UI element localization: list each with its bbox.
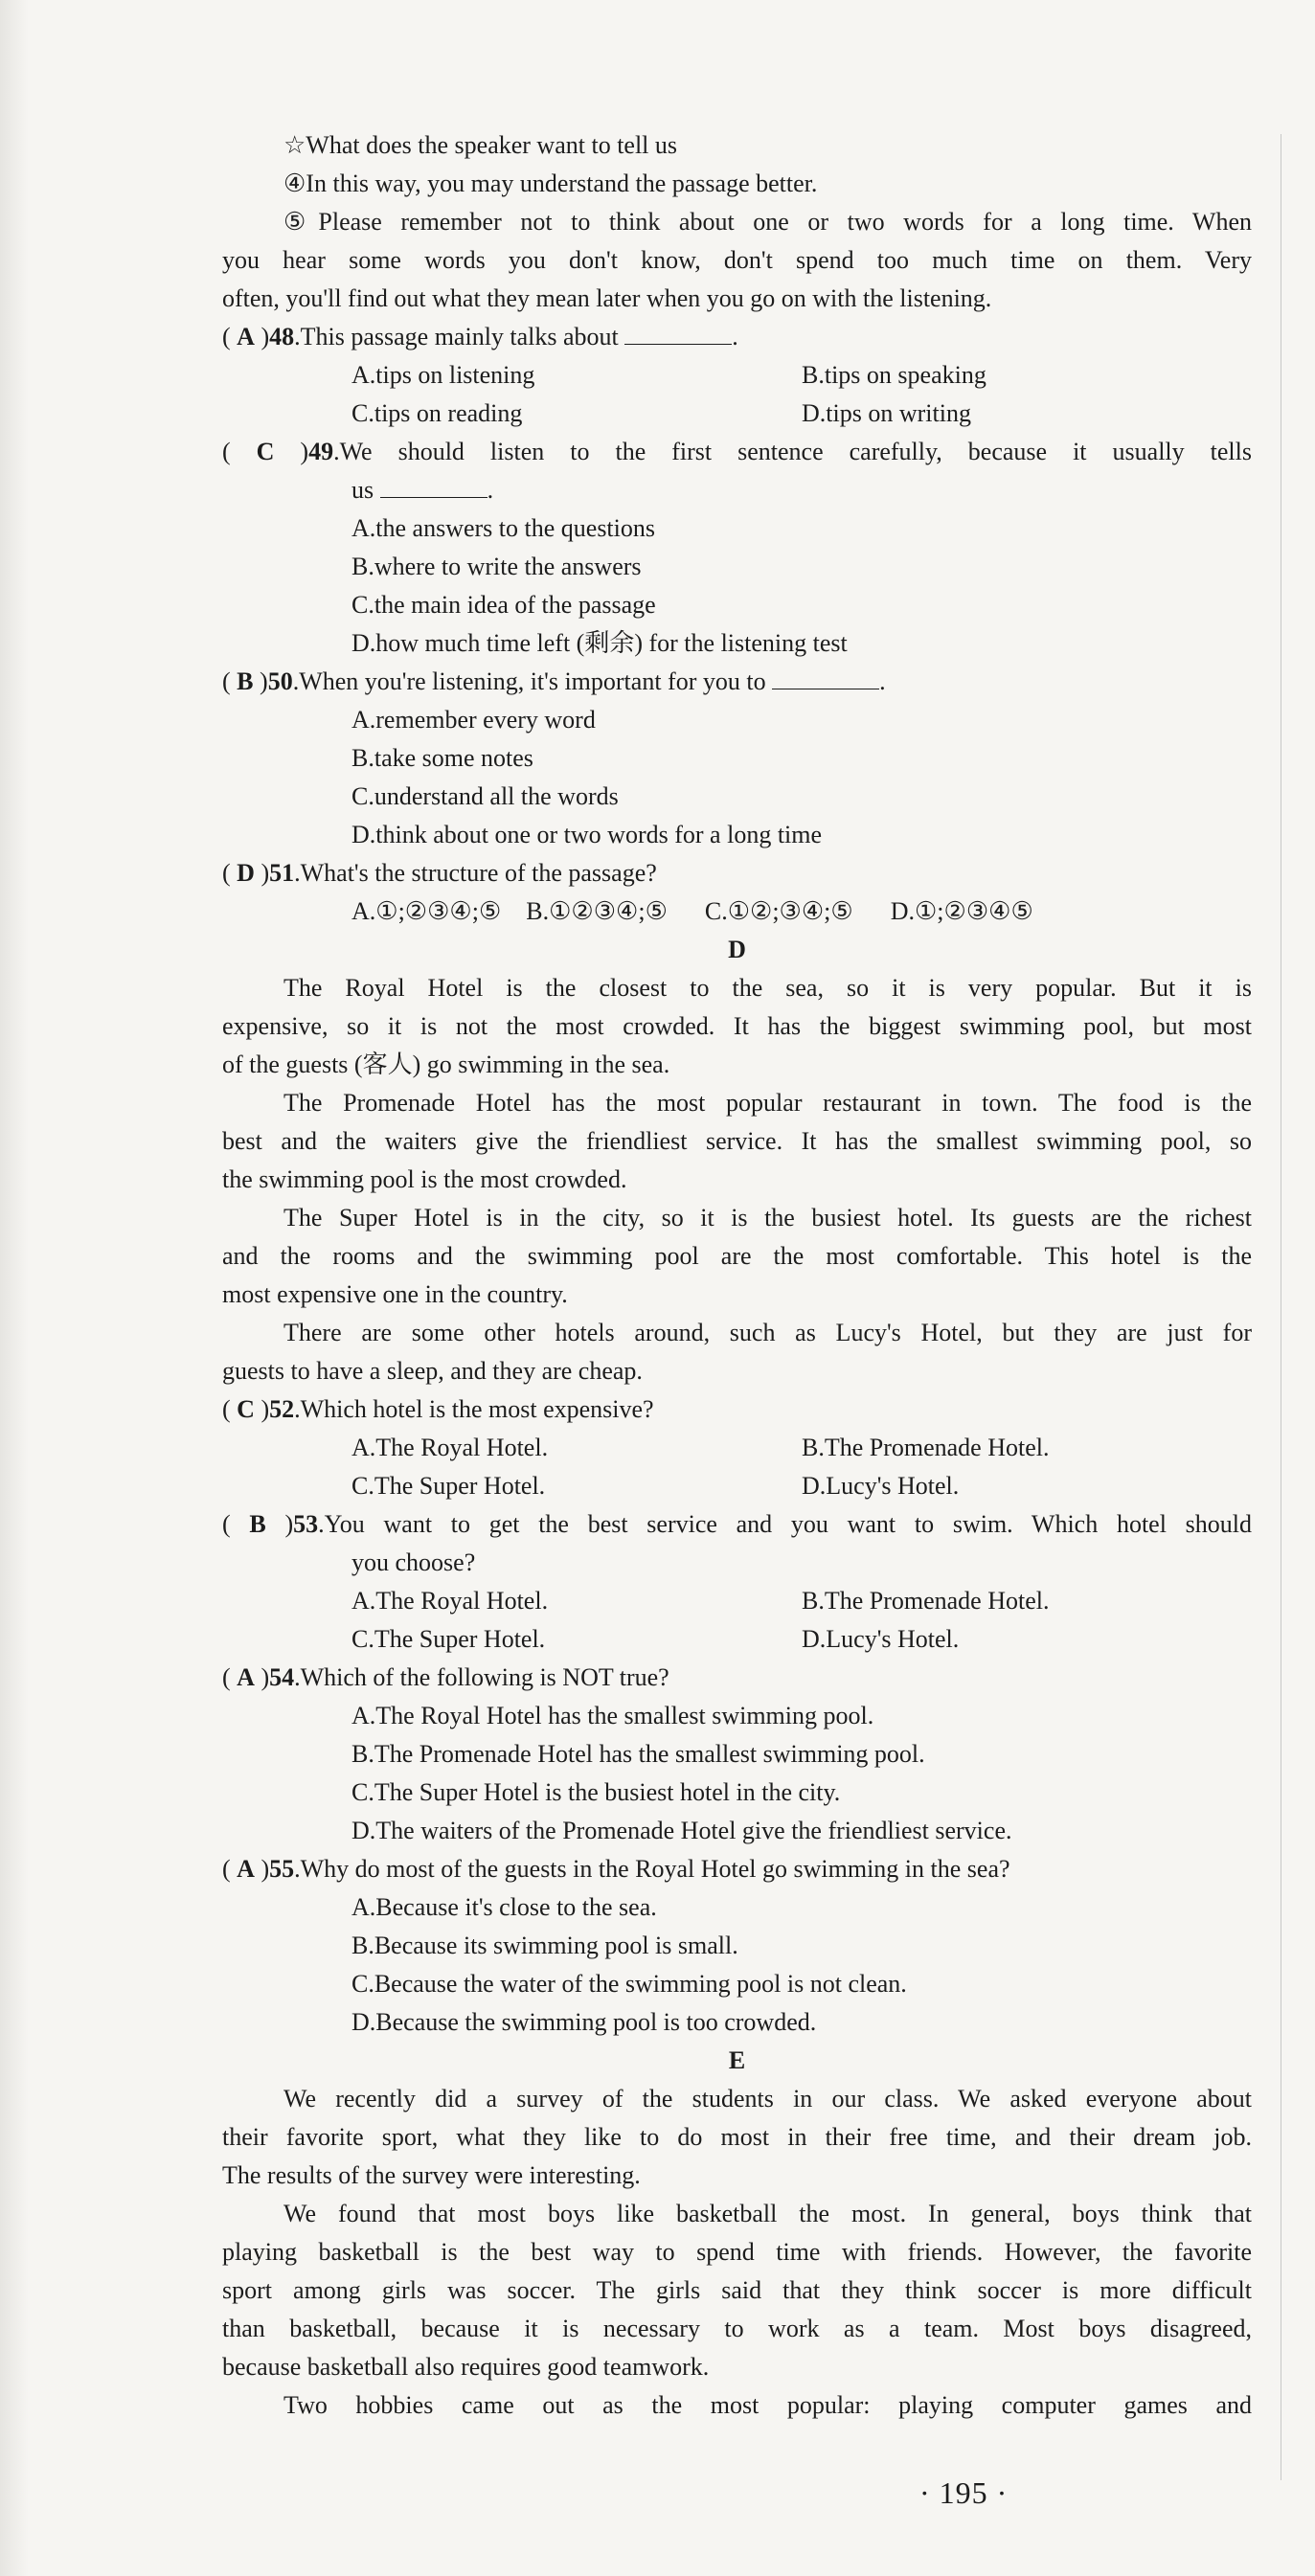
answer: B (249, 1510, 266, 1538)
text-line: best and the waiters give the friendliest service. It has the smallest swimming pool, so (222, 1127, 1252, 1155)
question-number: 55 (269, 1855, 295, 1883)
text-line: of the guests (客人) go swimming in the sea. (222, 1051, 670, 1078)
option: B.Because its swimming pool is small. (351, 1932, 738, 1959)
text-line: than basketball, because it is necessary to work as a team. Most boys disagreed, (222, 2315, 1252, 2342)
question-stem-cont: us . (222, 471, 1252, 509)
text-line: The results of the survey were interesting. (222, 2161, 641, 2189)
question-stem: .Which of the following is NOT true? (294, 1663, 669, 1691)
text-line: There are some other hotels around, such as Lucy's Hotel, but they are just for (283, 1319, 1252, 1346)
question-stem-cont: you choose? (351, 1548, 476, 1576)
question-number: 52 (269, 1395, 295, 1423)
option: D.think about one or two words for a long time (351, 821, 823, 848)
answer: A (237, 1663, 255, 1691)
option: A.remember every word (351, 706, 596, 734)
text-line: Two hobbies came out as the most popular: playing computer games and (283, 2391, 1252, 2419)
text-line: ☆What does the speaker want to tell us (283, 131, 678, 159)
option: C.tips on reading (351, 399, 523, 427)
option: A.tips on listening (351, 361, 535, 389)
option: D.Lucy's Hotel. (802, 1625, 960, 1653)
option: C.Because the water of the swimming pool is not clean. (351, 1970, 907, 1998)
option: A.The Royal Hotel. (351, 1434, 549, 1461)
text-line: The Promenade Hotel has the most popular restaurant in town. The food is the (283, 1089, 1252, 1117)
question-number: 48 (269, 323, 295, 350)
option: C.The Super Hotel. (351, 1472, 546, 1500)
option: D.Because the swimming pool is too crowded. (351, 2008, 817, 2036)
option: B.where to write the answers (351, 553, 642, 580)
text-line: the swimming pool is the most crowded. (222, 1165, 627, 1193)
option: A.The Royal Hotel. (351, 1587, 549, 1615)
option: C.the main idea of the passage (351, 591, 656, 619)
question-51: ( D )51.What's the structure of the passage? (222, 859, 657, 887)
option-row: A.①;②③④;⑤ B.①②③④;⑤ C.①②;③④;⑤ D.①;②③④⑤ (351, 897, 1033, 925)
option: B.The Promenade Hotel has the smallest swimming pool. (351, 1740, 925, 1768)
options-row (222, 1620, 1252, 1659)
question-number: 53 (293, 1510, 319, 1538)
question-53: ( B )53.You want to get the best service and you want to swim. Which hotel should (222, 1510, 1252, 1538)
question-stem: .Why do most of the guests in the Royal Hotel go swimming in the sea? (294, 1855, 1010, 1883)
question-number: 49 (308, 438, 334, 465)
text-line: The Super Hotel is in the city, so it is the busiest hotel. Its guests are the richest (283, 1204, 1252, 1232)
text-line: their favorite sport, what they like to do most in their free time, and their dream job. (222, 2123, 1252, 2151)
options-row (222, 356, 1252, 395)
binding-shadow (0, 0, 29, 2576)
text-line: most expensive one in the country. (222, 1280, 568, 1308)
question-stem: .What's the structure of the passage? (294, 859, 657, 887)
text-line: We recently did a survey of the students in our class. We asked everyone about (283, 2085, 1252, 2113)
text-line: because basketball also requires good teamwork. (222, 2353, 710, 2381)
option: A.Because it's close to the sea. (351, 1893, 657, 1921)
option: C.understand all the words (351, 782, 619, 810)
question-stem: .We should listen to the first sentence carefully, because it usually tells (333, 438, 1252, 465)
answer-blank (772, 664, 879, 689)
question-50: ( B )50.When you're listening, it's important for you to . (222, 663, 1252, 701)
question-55: ( A )55.Why do most of the guests in the Royal Hotel go swimming in the sea? (222, 1855, 1010, 1883)
question-number: 51 (269, 859, 295, 887)
main-column (222, 126, 1252, 2425)
answer: D (237, 859, 255, 887)
option: C.The Super Hotel is the busiest hotel in the city. (351, 1778, 841, 1806)
options-row (222, 1582, 1252, 1620)
option: D.Lucy's Hotel. (802, 1472, 960, 1500)
question-54: ( A )54.Which of the following is NOT true? (222, 1663, 669, 1691)
question-stem: .You want to get the best service and you want to swim. Which hotel should (318, 1510, 1252, 1538)
question-stem: .This passage mainly talks about (294, 323, 619, 350)
text-line: you hear some words you don't know, don't spend too much time on them. Very (222, 246, 1252, 274)
question-stem: .Which hotel is the most expensive? (294, 1395, 654, 1423)
question-number: 54 (269, 1663, 295, 1691)
text-line: We found that most boys like basketball the most. In general, boys think that (283, 2200, 1252, 2227)
options-row (222, 395, 1252, 433)
text-line: often, you'll find out what they mean later when you go on with the listening. (222, 284, 992, 312)
option: A.The Royal Hotel has the smallest swimming pool. (351, 1702, 874, 1729)
text-line: expensive, so it is not the most crowded. It has the biggest swimming pool, but most (222, 1012, 1252, 1040)
answer-blank (624, 319, 732, 345)
options-row (222, 1429, 1252, 1467)
section-heading: D (728, 936, 746, 963)
question-number: 50 (267, 667, 293, 695)
question-stem: .When you're listening, it's important for you to (292, 667, 766, 695)
text-line: ④In this way, you may understand the passage better. (283, 169, 818, 197)
option: B.tips on speaking (802, 361, 986, 389)
answer: C (256, 438, 275, 465)
option: B.The Promenade Hotel. (802, 1434, 1050, 1461)
option: C.The Super Hotel. (351, 1625, 546, 1653)
question-48: ( A )48.This passage mainly talks about . (222, 318, 1252, 356)
option: B.The Promenade Hotel. (802, 1587, 1050, 1615)
answer: A (237, 1855, 255, 1883)
options-row (222, 1467, 1252, 1505)
option: A.the answers to the questions (351, 514, 656, 542)
text-line: ⑤Please remember not to think about one or two words for a long time. When (283, 208, 1252, 236)
answer: B (237, 667, 254, 695)
answer-blank (380, 472, 487, 498)
text-line: The Royal Hotel is the closest to the sea, so it is very popular. But it is (283, 974, 1252, 1002)
option: D.tips on writing (802, 399, 971, 427)
option: D.The waiters of the Promenade Hotel give the friendliest service. (351, 1817, 1012, 1844)
answer: A (237, 323, 255, 350)
option: D.how much time left (剩余) for the listening test (351, 629, 848, 657)
question-49: ( C )49.We should listen to the first sentence carefully, because it usually tells (222, 438, 1252, 465)
question-52: ( C )52.Which hotel is the most expensive? (222, 1395, 654, 1423)
text-line: playing basketball is the best way to spend time with friends. However, the favorite (222, 2238, 1252, 2266)
option: B.take some notes (351, 744, 533, 772)
text-line: and the rooms and the swimming pool are the most comfortable. This hotel is the (222, 1242, 1252, 1270)
text-line: guests to have a sleep, and they are cheap. (222, 1357, 643, 1385)
answer: C (237, 1395, 255, 1423)
page-number: · 195 · (919, 2475, 1009, 2510)
text-line: sport among girls was soccer. The girls said that they think soccer is more difficult (222, 2276, 1252, 2304)
section-heading: E (728, 2046, 746, 2074)
